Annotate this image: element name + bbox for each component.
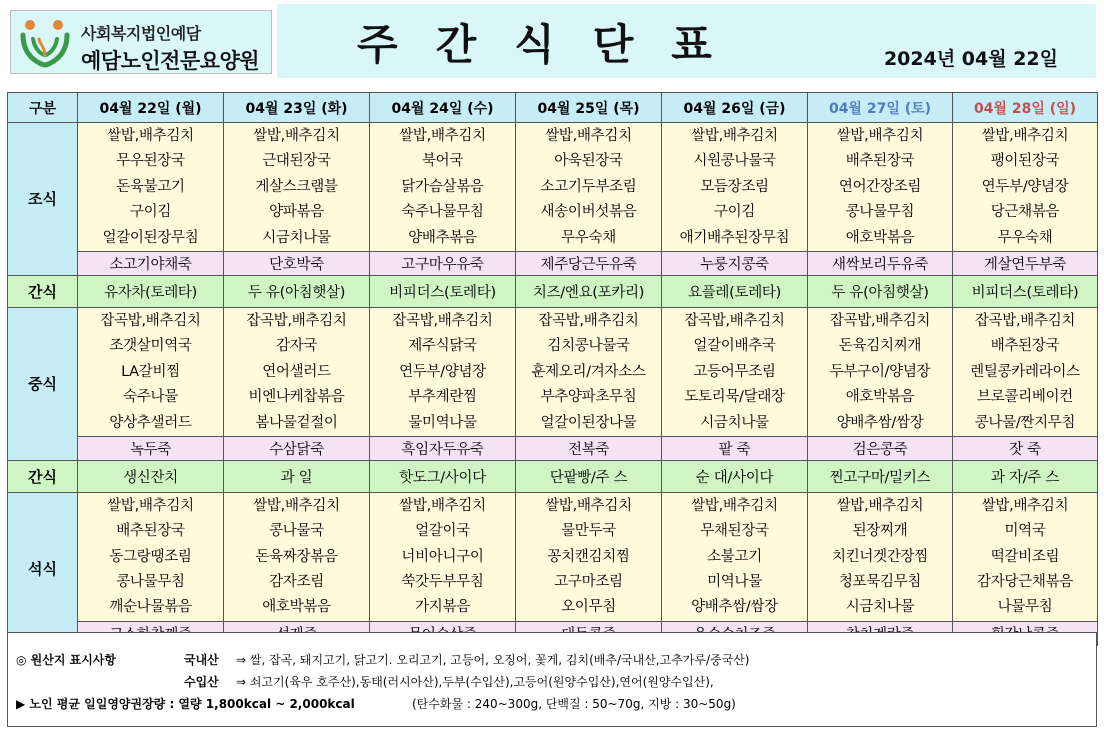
dish-item: 모듬장조림 [700,178,769,195]
lunch-porridge-sun: 잣 죽 [953,436,1098,460]
dish-item: 브로콜리베이컨 [977,389,1073,406]
domestic-text: ⇒ 쌀, 잡곡, 돼지고기, 닭고기. 오리고기, 고등어, 오징어, 꽃게, 김치(배추/국내산,고추가루/중국산) [236,653,750,667]
breakfast-cell-thu [516,123,662,252]
dish-item: 물미역나물 [408,414,477,431]
dish-item: 제주식닭국 [408,338,477,355]
day-header-tue: 04월 23일 (화) [224,93,370,123]
dish-item: 미역나물 [707,574,762,591]
dish-item: 얼갈이배추국 [693,338,776,355]
dish-item: 시원콩나물국 [693,153,776,170]
lunch-cell-mon [78,307,224,436]
dish-item: 양배추쌈/쌈장 [691,599,778,616]
dish-item: 무우된장국 [116,153,185,170]
lunch-cell-sat [808,307,953,436]
dish-item: 물만두국 [561,523,616,540]
page-title: 주간식단표 [357,20,750,69]
logo-box [10,10,272,74]
dish-item: 구이김 [129,204,172,221]
dish-item: 감자조림 [269,574,324,591]
import-label: 수입산 [184,675,219,689]
dish-item: 북어국 [421,153,464,170]
dish-item: 도토리묵/달래장 [684,389,785,406]
dish-item: 애호박볶음 [845,229,915,246]
snack2-item-thu: 단팥빵/주 스 [516,460,662,492]
dish-item: 애호박볶음 [262,599,331,616]
breakfast-cell-sat [808,123,953,252]
snack1-label: 간식 [8,275,78,307]
dinner-cell-tue [224,492,370,621]
dish-item: 콩나물무침 [116,574,185,591]
dish-item: 쌀밥,배추김치 [691,497,778,514]
dish-item: 돈육불고기 [116,178,185,195]
dinner-cell-wed [370,492,516,621]
day-header-thu: 04월 25일 (목) [516,93,662,123]
lunch-cell-sun [953,307,1098,436]
breakfast-porridge-wed: 고구마우유죽 [370,251,516,275]
dish-item: 닭가슴살볶음 [401,178,484,195]
dinner-label: 석식 [8,492,78,645]
dish-item: 두부구이/양념장 [829,363,931,380]
dish-item: 얼갈이국 [415,523,470,540]
corner-label: 구분 [8,93,78,123]
nutrition-guideline: ▶ 노인 평균 일일영양권장량 : 열량 1,800kcal ~ 2,000kcal [16,697,355,711]
dish-item: 무우숙채 [997,229,1053,246]
dish-item: 애호박볶음 [845,389,915,406]
dish-item: 양상추샐러드 [109,414,192,431]
dish-item: 김치콩나물국 [547,338,630,355]
lunch-porridge-mon: 녹두죽 [78,436,224,460]
dish-item: 근대된장국 [262,153,331,170]
dish-item: 잡곡밥,배추김치 [392,312,493,329]
weekly-menu-table [7,92,1098,646]
dish-item: 쌀밥,배추김치 [107,128,194,144]
snack2-item-wed: 핫도그/사이다 [370,460,516,492]
lunch-porridge-tue: 수삼닭죽 [224,436,370,460]
dish-item: 팽이된장국 [990,153,1060,170]
breakfast-porridge-tue: 단호박죽 [224,251,370,275]
dish-item: 쌀밥,배추김치 [691,128,778,144]
dish-item: 된장찌개 [852,523,908,540]
dish-item: 잡곡밥,배추김치 [538,312,639,329]
dish-item: 배추된장국 [116,523,185,540]
dish-item: 잡곡밥,배추김치 [100,312,201,329]
dish-item: 숙주나물 [123,389,178,406]
snack2-item-sun: 과 자/주 스 [953,460,1098,492]
dish-item: 나물무침 [997,599,1053,616]
dish-item: 가지볶음 [415,599,470,616]
dish-item: 콩나물무침 [845,204,915,221]
breakfast-cell-tue [224,123,370,252]
dish-item: 연두부/양념장 [399,363,486,380]
dish-item: 쌀밥,배추김치 [253,497,340,514]
breakfast-porridge-fri: 누룽지콩죽 [662,251,808,275]
breakfast-label: 조식 [8,123,78,276]
dish-item: 부추양파초무침 [540,389,637,406]
snack2-item-mon: 생신잔치 [78,460,224,492]
day-header-wed: 04월 24일 (수) [370,93,516,123]
dish-item: 조갯살미역국 [109,338,192,355]
logo-icon [17,17,73,69]
dish-item: 양파볶음 [269,204,324,221]
breakfast-cell-wed [370,123,516,252]
dish-item: 얼갈이된장나물 [540,414,637,431]
import-text: ⇒ 쇠고기(육우 호주산),동태(러시아산),두부(수입산),고등어(원양수입산),연어(원양수입산), [236,675,714,689]
dish-item: 봄나물겉절이 [255,414,338,431]
lunch-porridge-sat: 검은콩죽 [808,436,953,460]
dish-item: 쑥갓두부무침 [401,574,484,591]
snack1-item-sun: 비피더스(토레타) [953,275,1098,307]
dish-item: 훈제오리/겨자소스 [531,363,646,380]
dish-item: 쌀밥,배추김치 [399,128,486,144]
lunch-cell-wed [370,307,516,436]
snack2-row [8,460,1098,492]
dish-item: 잡곡밥,배추김치 [246,312,347,329]
snack1-item-thu: 치즈/엔요(포카리) [516,275,662,307]
lunch-porridge-wed: 흑임자두유죽 [370,436,516,460]
dish-item: 청포묵김무침 [838,574,922,591]
dish-item: 소불고기 [707,548,762,565]
facility-name: 예담노인전문요양원 [81,49,260,73]
footer-notes [7,632,1097,727]
dish-item: 돈육김치찌개 [838,338,922,355]
snack1-row [8,275,1098,307]
breakfast-porridge-thu: 제주당근두유죽 [516,251,662,275]
dish-item: 아욱된장국 [554,153,623,170]
dinner-cell-mon [78,492,224,621]
breakfast-porridge-mon: 소고기야채죽 [78,251,224,275]
dish-item: 양배추쌈/쌈장 [836,414,924,431]
dish-item: 쌀밥,배추김치 [107,497,194,514]
dish-item: 오이무침 [561,599,616,616]
dish-item: 콩나물/짠지무침 [974,414,1076,431]
dish-item: 쌀밥,배추김치 [836,497,924,514]
dish-item: 쌀밥,배추김치 [545,497,632,514]
snack1-item-tue: 두 유(아침햇살) [224,275,370,307]
dish-item: 떡갈비조림 [990,548,1060,565]
dish-item: 구이김 [713,204,756,221]
dish-item: 게살스크램블 [255,178,338,195]
dish-item: 무채된장국 [700,523,769,540]
dish-item: 소고기두부조림 [540,178,637,195]
dish-item: 치킨너겟간장찜 [832,548,928,565]
breakfast-cell-fri [662,123,808,252]
lunch-cell-thu [516,307,662,436]
dish-item: 쌀밥,배추김치 [253,128,340,144]
day-header-row [8,93,1098,123]
dinner-cell-thu [516,492,662,621]
dish-item: 부추계란찜 [408,389,477,406]
dish-item: 너비아니구이 [401,548,484,565]
dish-item: 연어샐러드 [262,363,331,380]
dish-item: 고등어무조림 [693,363,776,380]
dish-item: 비엔나케찹볶음 [248,389,345,406]
dish-item: 애기배추된장무침 [679,229,790,246]
breakfast-row [8,123,1098,252]
snack2-item-tue: 과 일 [224,460,370,492]
dish-item: 렌틸콩카레라이스 [970,363,1080,380]
breakfast-porridge-sun: 게살연두부죽 [953,251,1098,275]
dish-item: 얼갈이된장무침 [102,229,199,246]
origin-title: ◎ 원산지 표시사항 [16,653,116,667]
dish-item: 배추된장국 [845,153,915,170]
breakfast-porridge-row [8,251,1098,275]
dish-item: 동그랑땡조림 [109,548,192,565]
dish-item: 꽁치캔김치찜 [547,548,630,565]
breakfast-cell-mon [78,123,224,252]
dish-item: 돈육짜장볶음 [255,548,338,565]
breakfast-porridge-sat: 새싹보리두유죽 [808,251,953,275]
snack1-item-mon: 유자차(토레타) [78,275,224,307]
dish-item: 당근채볶음 [990,204,1060,221]
dish-item: 쌀밥,배추김치 [545,128,632,144]
dish-item: 쌀밥,배추김치 [836,128,924,144]
snack2-label: 간식 [8,460,78,492]
lunch-porridge-row [8,436,1098,460]
nutrition-detail: (탄수화물 : 240~300g, 단백질 : 50~70g, 지방 : 30~50g) [412,697,736,711]
dish-item: 잡곡밥,배추김치 [829,312,931,329]
dish-item: 시금치나물 [262,229,331,246]
dish-item: 쌀밥,배추김치 [981,497,1069,514]
dish-item: 잡곡밥,배추김치 [974,312,1076,329]
snack2-item-sat: 찐고구마/밀키스 [808,460,953,492]
snack2-item-fri: 순 대/사이다 [662,460,808,492]
lunch-porridge-fri: 팥 죽 [662,436,808,460]
day-header-sat: 04월 27일 (토) [808,93,953,123]
lunch-cell-tue [224,307,370,436]
day-header-mon: 04월 22일 (월) [78,93,224,123]
dish-item: 시금치나물 [845,599,915,616]
dish-item: 숙주나물무침 [401,204,484,221]
lunch-cell-fri [662,307,808,436]
dish-item: 연두부/양념장 [981,178,1069,195]
breakfast-cell-sun [953,123,1098,252]
lunch-label: 중식 [8,307,78,460]
dish-item: 고구마조림 [554,574,623,591]
dish-item: 무우숙채 [561,229,616,246]
dish-item: 양배추볶음 [408,229,477,246]
dish-item: 시금치나물 [700,414,769,431]
day-header-fri: 04월 26일 (금) [662,93,808,123]
lunch-porridge-thu: 전복죽 [516,436,662,460]
dish-item: 쌀밥,배추김치 [399,497,486,514]
dinner-cell-sun [953,492,1098,621]
lunch-row [8,307,1098,436]
snack1-item-wed: 비피더스(토레타) [370,275,516,307]
dish-item: 새송이버섯볶음 [540,204,637,221]
dish-item: 감자국 [275,338,318,355]
dinner-cell-fri [662,492,808,621]
dish-item: 깨순나물볶음 [109,599,192,616]
dish-item: 잡곡밥,배추김치 [684,312,785,329]
day-header-sun: 04월 28일 (일) [953,93,1098,123]
dish-item: 미역국 [1004,523,1046,540]
domestic-label: 국내산 [184,653,219,667]
dinner-row [8,492,1098,621]
dish-item: 연어간장조림 [838,178,922,195]
dish-item: LA갈비찜 [121,363,180,380]
dish-item: 쌀밥,배추김치 [981,128,1069,144]
dinner-cell-sat [808,492,953,621]
snack1-item-sat: 두 유(아침햇살) [808,275,953,307]
org-name: 사회복지법인예담 [81,24,201,43]
dish-item: 콩나물국 [269,523,324,540]
menu-date: 2024년 04월 22일 [883,48,1058,70]
title-banner [277,4,1096,78]
dish-item: 감자당근채볶음 [977,574,1073,591]
dish-item: 배추된장국 [990,338,1060,355]
snack1-item-fri: 요플레(토레타) [662,275,808,307]
